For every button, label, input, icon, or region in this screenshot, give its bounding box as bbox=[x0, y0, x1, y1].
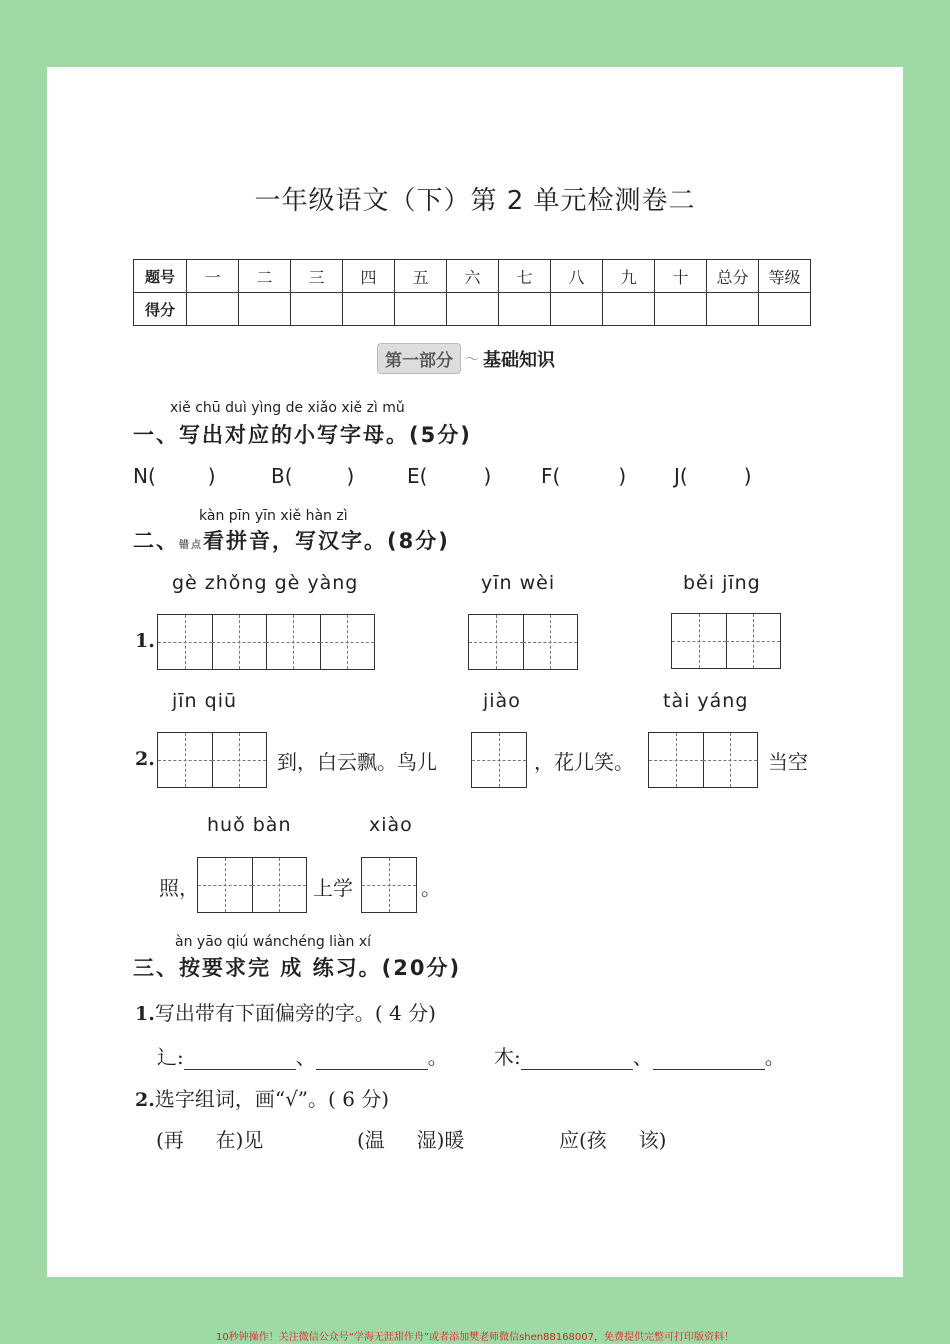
score-input-cell[interactable] bbox=[447, 293, 499, 326]
score-cell: 等级 bbox=[759, 260, 811, 293]
char-grid-cell[interactable] bbox=[158, 733, 213, 787]
score-input-cell[interactable] bbox=[707, 293, 759, 326]
score-row-label: 得分 bbox=[134, 293, 187, 326]
q3-pinyin: àn yāo qiú wánchéng liàn xí bbox=[175, 934, 372, 950]
sentence-text: 当空 bbox=[768, 750, 808, 774]
letter-label: F( bbox=[541, 464, 561, 488]
part-tag: 第一部分 bbox=[377, 343, 461, 374]
radical-row bbox=[157, 1041, 448, 1070]
letter-label: N( bbox=[133, 464, 156, 488]
char-grid-cell[interactable] bbox=[523, 615, 577, 669]
char-grid-cell[interactable] bbox=[198, 858, 253, 912]
part-heading bbox=[377, 343, 555, 374]
letter-item bbox=[407, 464, 491, 488]
letter-item bbox=[674, 464, 752, 488]
score-input-cell[interactable] bbox=[759, 293, 811, 326]
letter-close-paren: ) bbox=[346, 464, 355, 488]
char-grid-cell[interactable] bbox=[158, 615, 213, 669]
separator: 、 bbox=[632, 1045, 653, 1069]
item-number: 2. bbox=[135, 748, 155, 770]
letter-label: J( bbox=[674, 464, 688, 488]
page-title: 一年级语文（下）第 2 单元检测卷二 bbox=[254, 186, 696, 216]
sentence-text: 到，白云飘。鸟儿 bbox=[277, 750, 437, 774]
answer-blank[interactable] bbox=[184, 1049, 296, 1070]
letter-close-paren: ) bbox=[743, 464, 752, 488]
sentence-text: ，花儿笑。 bbox=[534, 750, 634, 774]
pinyin-label: běi jīng bbox=[683, 572, 761, 594]
item-number: 1. bbox=[135, 630, 155, 652]
score-table-header-row bbox=[134, 260, 811, 293]
score-cell: 七 bbox=[499, 260, 551, 293]
part-name: 基础知识 bbox=[483, 349, 555, 371]
pinyin-label: jiào bbox=[483, 690, 521, 712]
score-cell: 三 bbox=[291, 260, 343, 293]
char-grid-cell[interactable] bbox=[212, 615, 267, 669]
score-cell: 九 bbox=[603, 260, 655, 293]
char-grid-cell[interactable] bbox=[472, 733, 526, 787]
char-grid-cell[interactable] bbox=[320, 615, 374, 669]
letter-label: E( bbox=[407, 464, 428, 488]
q1-title: 一、写出对应的小写字母。(5分) bbox=[133, 423, 472, 447]
score-cell: 总分 bbox=[707, 260, 759, 293]
char-box-group bbox=[648, 732, 758, 788]
letter-item bbox=[541, 464, 626, 488]
score-input-cell[interactable] bbox=[187, 293, 239, 326]
char-grid-cell[interactable] bbox=[726, 614, 780, 668]
sub-question bbox=[135, 1083, 389, 1112]
word-choice[interactable]: (温 湿)暖 bbox=[357, 1128, 465, 1152]
score-input-cell[interactable] bbox=[655, 293, 707, 326]
q2-title: 看拼音，写汉字。(8分) bbox=[203, 529, 450, 553]
char-box-group bbox=[157, 614, 375, 670]
pinyin-label: xiào bbox=[369, 814, 413, 836]
pinyin-label: huǒ bàn bbox=[207, 814, 292, 836]
letter-close-paren: ) bbox=[483, 464, 492, 488]
sub-question bbox=[135, 997, 436, 1026]
pinyin-label: jīn qiū bbox=[172, 690, 238, 712]
q2-prefix: 二、 bbox=[133, 529, 179, 553]
char-box-group bbox=[157, 732, 267, 788]
q3-title: 三、按要求完 成 练习。(20分) bbox=[133, 956, 462, 980]
score-input-cell[interactable] bbox=[395, 293, 447, 326]
sentence-text: 上学 bbox=[313, 876, 353, 900]
score-input-cell[interactable] bbox=[343, 293, 395, 326]
q1-pinyin: xiě chū duì yìng de xiǎo xiě zì mǔ bbox=[170, 400, 405, 416]
char-box-group bbox=[471, 732, 527, 788]
radical-label: 木: bbox=[494, 1045, 521, 1069]
score-input-cell[interactable] bbox=[603, 293, 655, 326]
score-cell: 题号 bbox=[134, 260, 187, 293]
period: 。 bbox=[427, 1045, 448, 1069]
char-grid-cell[interactable] bbox=[672, 614, 727, 668]
sentence-text: 照， bbox=[159, 876, 199, 900]
char-box-group bbox=[197, 857, 307, 913]
word-choice[interactable]: (再 在)见 bbox=[156, 1128, 264, 1152]
char-grid-cell[interactable] bbox=[266, 615, 321, 669]
char-grid-cell[interactable] bbox=[703, 733, 757, 787]
letter-close-paren: ) bbox=[207, 464, 216, 488]
char-box-group bbox=[468, 614, 578, 670]
radical-row bbox=[494, 1041, 785, 1070]
item-number: 1. bbox=[135, 1003, 155, 1025]
separator: 、 bbox=[295, 1045, 316, 1069]
answer-blank[interactable] bbox=[653, 1049, 765, 1070]
word-choice[interactable]: 应(孩 该) bbox=[559, 1128, 667, 1152]
swirl-icon: ～ bbox=[465, 351, 479, 368]
q2-pinyin: kàn pīn yīn xiě hàn zì bbox=[199, 508, 348, 524]
score-cell: 五 bbox=[395, 260, 447, 293]
answer-blank[interactable] bbox=[316, 1049, 428, 1070]
char-grid-cell[interactable] bbox=[252, 858, 306, 912]
score-table-score-row bbox=[134, 293, 811, 326]
score-cell: 四 bbox=[343, 260, 395, 293]
score-cell: 八 bbox=[551, 260, 603, 293]
period: 。 bbox=[764, 1045, 785, 1069]
score-cell: 二 bbox=[239, 260, 291, 293]
char-grid-cell[interactable] bbox=[649, 733, 704, 787]
score-cell: 一 bbox=[187, 260, 239, 293]
score-input-cell[interactable] bbox=[291, 293, 343, 326]
char-box-group bbox=[361, 857, 417, 913]
score-cell: 十 bbox=[655, 260, 707, 293]
q2-title-row bbox=[133, 525, 450, 555]
score-table bbox=[133, 259, 811, 326]
score-input-cell[interactable] bbox=[551, 293, 603, 326]
pinyin-label: tài yáng bbox=[663, 690, 749, 712]
char-box-group bbox=[671, 613, 781, 669]
item-number: 2. bbox=[135, 1089, 155, 1111]
pinyin-label: yīn wèi bbox=[481, 572, 556, 594]
pinyin-label: gè zhǒng gè yàng bbox=[172, 572, 359, 594]
score-input-cell[interactable] bbox=[239, 293, 291, 326]
score-cell: 六 bbox=[447, 260, 499, 293]
footer-note: 10秒钟操作！关注微信公众号“学海无涯甜作舟”或者添加樊老师微信shen88168007，免费提供完整可打印版资料！ bbox=[215, 1332, 735, 1343]
letter-item bbox=[271, 464, 354, 488]
radical-label: 辶: bbox=[157, 1045, 184, 1069]
char-grid-cell[interactable] bbox=[469, 615, 524, 669]
answer-blank[interactable] bbox=[521, 1049, 633, 1070]
letter-label: B( bbox=[271, 464, 293, 488]
error-tag: 错点 bbox=[179, 540, 203, 551]
letter-item bbox=[133, 464, 216, 488]
letter-close-paren: ) bbox=[618, 464, 627, 488]
sub-question-text: 写出带有下面偏旁的字。( 4 分) bbox=[154, 1001, 436, 1025]
char-grid-cell[interactable] bbox=[212, 733, 266, 787]
sentence-text: 。 bbox=[421, 876, 441, 900]
sub-question-text: 选字组词，画“√”。( 6 分) bbox=[154, 1087, 390, 1111]
score-input-cell[interactable] bbox=[499, 293, 551, 326]
char-grid-cell[interactable] bbox=[362, 858, 416, 912]
